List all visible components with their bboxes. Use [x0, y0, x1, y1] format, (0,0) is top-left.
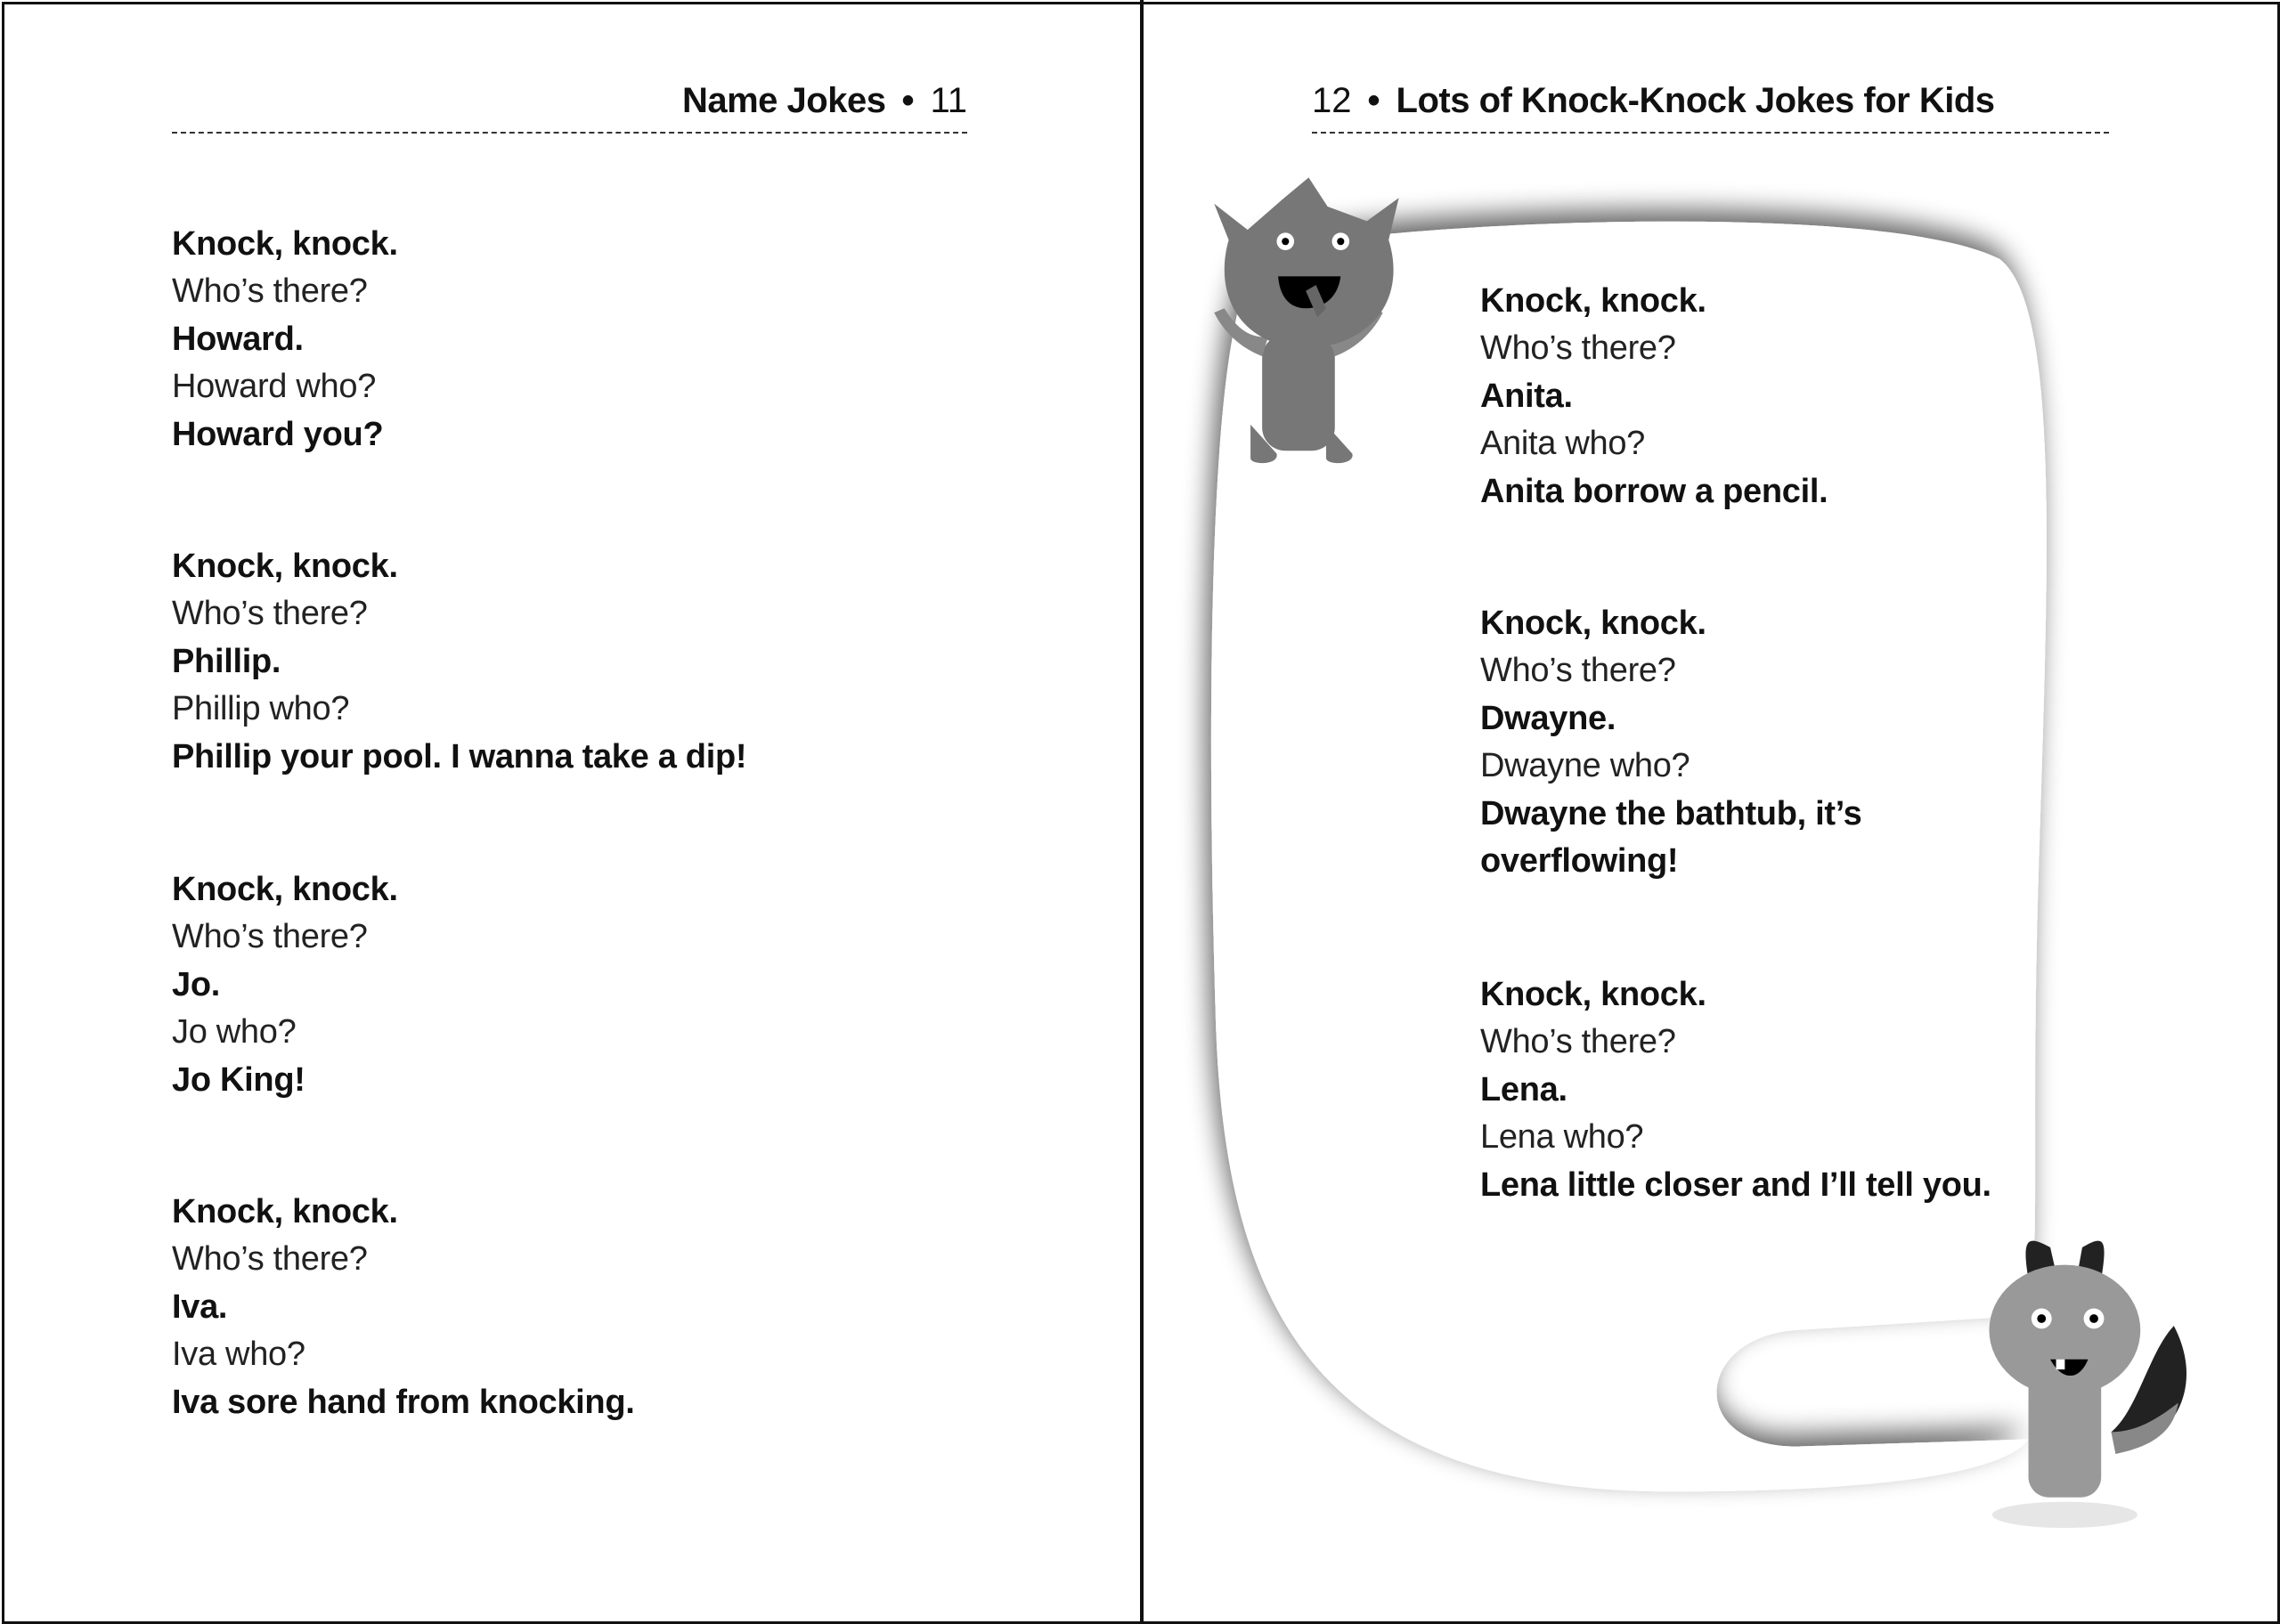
joke-phillip	[172, 543, 746, 781]
joke-line: Who’s there?	[1480, 329, 1676, 368]
joke-line: Lena.	[1480, 1070, 1568, 1108]
joke-line: Knock, knock.	[172, 548, 398, 585]
joke-punchline: overflowing!	[1480, 842, 1679, 881]
right-header-rule	[1312, 132, 2109, 134]
right-page-number: 12	[1312, 81, 1352, 120]
joke-line: Knock, knock.	[172, 1193, 398, 1230]
monster-bottom-icon	[1989, 1241, 2186, 1528]
joke-line: Dwayne who?	[1480, 747, 1690, 785]
joke-line: Knock, knock.	[1480, 605, 1706, 642]
joke-line: Knock, knock.	[172, 225, 398, 263]
joke-line: Jo who?	[172, 1013, 297, 1052]
joke-line: Phillip.	[172, 642, 281, 680]
joke-line: Knock, knock.	[172, 871, 398, 908]
left-header-rule	[172, 132, 967, 134]
joke-line: Howard.	[172, 320, 304, 358]
joke-punchline: Anita borrow a pencil.	[1480, 472, 1828, 510]
joke-line: Who’s there?	[1480, 652, 1676, 690]
joke-line: Who’s there?	[172, 918, 368, 956]
right-running-header	[1312, 78, 1995, 123]
joke-line: Knock, knock.	[1480, 976, 1706, 1013]
joke-punchline: Howard you?	[172, 415, 384, 453]
joke-line: Iva.	[172, 1287, 228, 1326]
left-header-title: Name Jokes	[681, 81, 886, 120]
joke-lena	[1480, 971, 1991, 1209]
joke-line: Who’s there?	[172, 1240, 368, 1279]
joke-line: Anita who?	[1480, 425, 1646, 463]
joke-line: Phillip who?	[172, 690, 350, 728]
joke-line: Dwayne.	[1480, 699, 1616, 737]
left-page-number: 11	[930, 81, 967, 120]
bullet: •	[901, 81, 915, 120]
right-header-title: Lots of Knock-Knock Jokes for Kids	[1396, 81, 1995, 120]
joke-line: Who’s there?	[172, 595, 368, 633]
joke-line: Iva who?	[172, 1336, 305, 1374]
joke-jo	[172, 866, 398, 1104]
bullet: •	[1367, 81, 1380, 120]
joke-line: Jo.	[172, 965, 221, 1003]
joke-line: Howard who?	[172, 368, 377, 406]
joke-iva	[172, 1189, 635, 1426]
joke-dwayne	[1480, 600, 1861, 885]
joke-line: Who’s there?	[1480, 1023, 1676, 1061]
joke-line: Anita.	[1480, 377, 1573, 415]
joke-line: Knock, knock.	[1480, 282, 1706, 320]
left-running-header	[682, 78, 967, 123]
joke-punchline: Lena little closer and I’ll tell you.	[1480, 1165, 1991, 1204]
joke-punchline: Dwayne the bathtub, it’s	[1480, 794, 1862, 832]
joke-line: Who’s there?	[172, 272, 368, 311]
joke-punchline: Phillip your pool. I wanna take a dip!	[172, 737, 747, 775]
joke-punchline: Jo King!	[172, 1060, 305, 1099]
joke-howard	[172, 221, 398, 459]
joke-line: Lena who?	[1480, 1118, 1644, 1157]
joke-punchline: Iva sore hand from knocking.	[172, 1383, 635, 1421]
joke-anita	[1480, 278, 1828, 516]
